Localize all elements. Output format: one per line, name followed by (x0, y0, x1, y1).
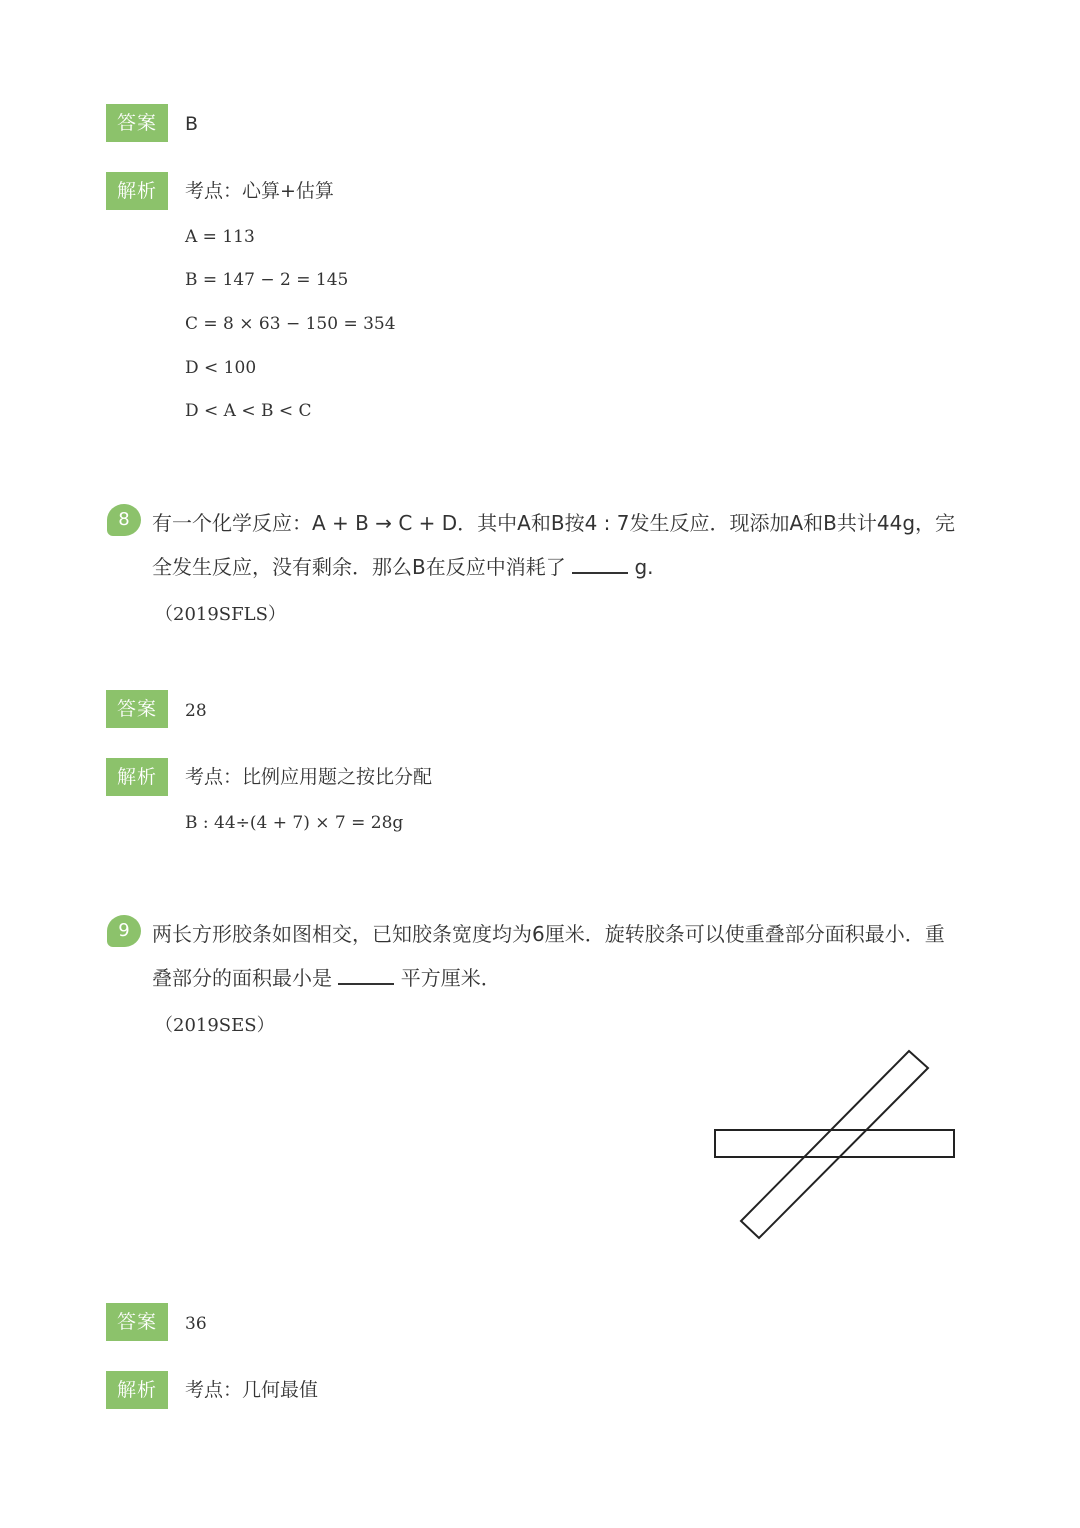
analysis-badge: 解析 (106, 1371, 168, 1409)
q9-analysis-title: 考点：几何最值 (185, 1379, 319, 1401)
q8-text-line2-part: 全发生反应，没有剩余．那么B在反应中消耗了 (152, 555, 566, 579)
answer-badge: 答案 (106, 690, 168, 728)
q8-answer: 28 (185, 701, 207, 721)
q9-answer: 36 (185, 1314, 207, 1334)
q8-text-line2-unit: g. (634, 555, 654, 579)
answer-blank (572, 556, 628, 574)
q7-line: B = 147 − 2 = 145 (185, 270, 349, 290)
q8-analysis-title: 考点：比例应用题之按比分配 (185, 766, 433, 788)
q9-text-line1: 两长方形胶条如图相交，已知胶条宽度均为6厘米．旋转胶条可以使重叠部分面积最小．重 (152, 922, 945, 946)
answer-blank (338, 967, 394, 985)
q8-text-line2 (152, 554, 654, 580)
diagonal-strip (741, 1051, 928, 1238)
horizontal-strip (715, 1130, 954, 1157)
question-number-9: 9 (107, 915, 141, 947)
intersecting-strips-figure (705, 1040, 965, 1245)
q7-line: D < A < B < C (185, 401, 312, 421)
q7-line: A = 113 (185, 227, 255, 247)
q8-text-line1: 有一个化学反应：A + B → C + D．其中A和B按4 : 7发生反应．现添加A和B共计44g，完 (152, 511, 956, 535)
q9-text-line2-unit: 平方厘米． (400, 966, 501, 990)
q7-analysis-title: 考点：心算+估算 (185, 180, 334, 202)
q8-source: （2019SFLS） (155, 604, 286, 625)
q7-answer: B (185, 113, 199, 135)
q9-text-line2-part: 叠部分的面积最小是 (152, 966, 332, 990)
q7-line: D < 100 (185, 358, 257, 378)
q8-line: B : 44÷(4 + 7) × 7 = 28g (185, 813, 404, 833)
analysis-badge: 解析 (106, 758, 168, 796)
q7-line: C = 8 × 63 − 150 = 354 (185, 314, 396, 334)
analysis-badge: 解析 (106, 172, 168, 210)
question-number-8: 8 (107, 504, 141, 536)
answer-badge: 答案 (106, 104, 168, 142)
q9-source: （2019SES） (155, 1015, 275, 1036)
answer-badge: 答案 (106, 1303, 168, 1341)
q9-text-line2 (152, 965, 501, 991)
